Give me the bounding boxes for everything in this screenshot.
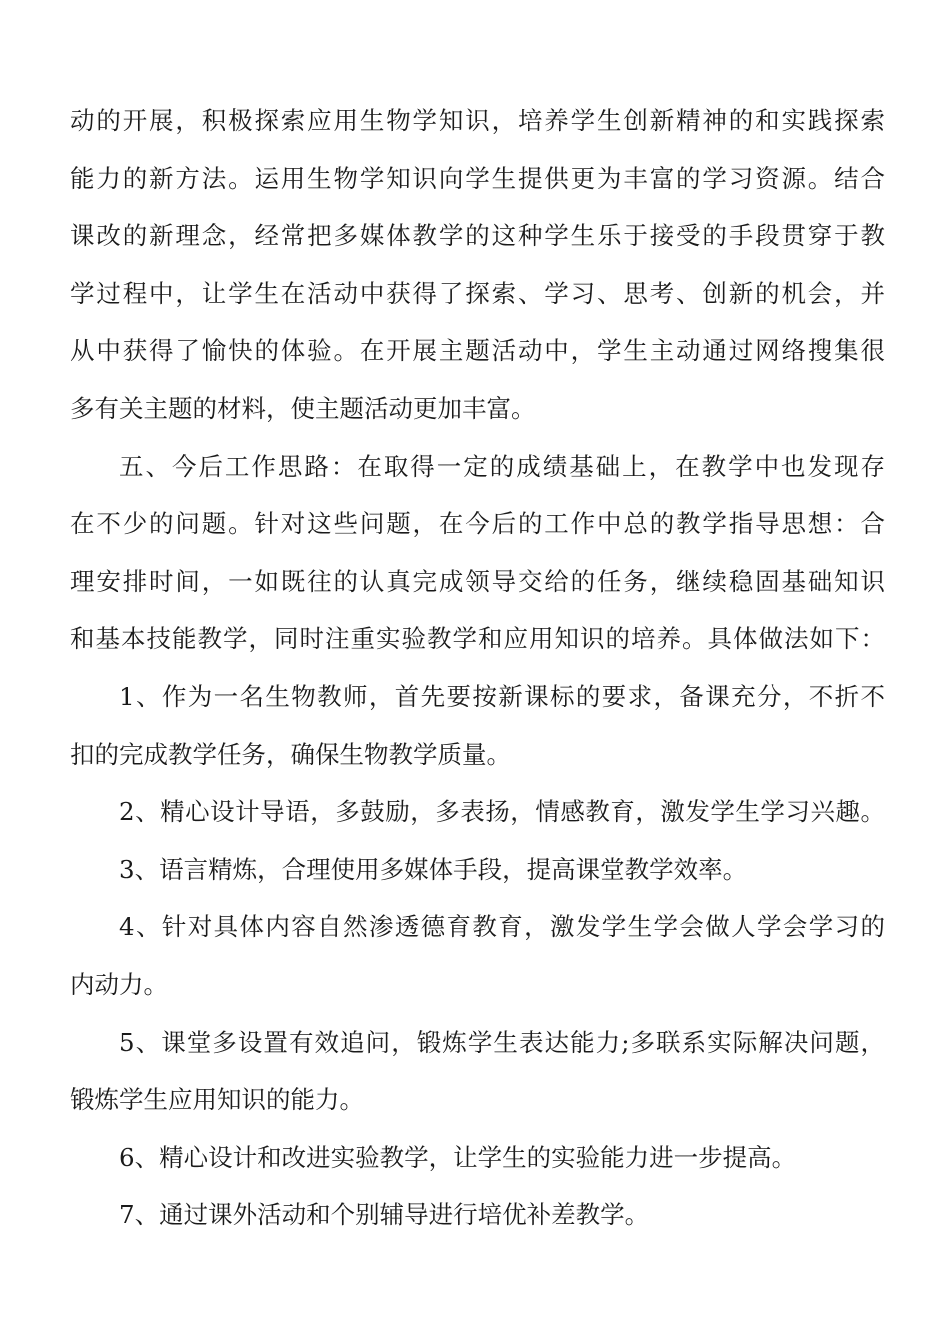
text-line: 课改的新理念，经常把多媒体教学的这种学生乐于接受的手段贯穿于教 [70,221,885,251]
text-line: 多有关主题的材料，使主题活动更加丰富。 [70,393,536,423]
section-heading-line: 五、今后工作思路：在取得一定的成绩基础上，在教学中也发现存 [119,451,885,481]
text-line: 动的开展，积极探索应用生物学知识，培养学生创新精神的和实践探索 [70,106,885,135]
list-item-line: 2、精心设计导语，多鼓励，多表扬，情感教育，激发学生学习兴趣。 [119,797,885,827]
text-line: 内动力。 [70,969,168,999]
document-body [70,92,885,1244]
text-line: 扣的完成教学任务，确保生物教学质量。 [70,739,511,769]
list-item-line: 7、通过课外活动和个别辅导进行培优补差教学。 [119,1200,650,1230]
list-item-line: 1、作为一名生物教师，首先要按新课标的要求，备课充分，不折不 [119,681,885,711]
text-line: 锻炼学生应用知识的能力。 [70,1085,364,1115]
text-line: 从中获得了愉快的体验。在开展主题活动中，学生主动通过网络搜集很 [70,336,885,366]
list-item-line: 6、精心设计和改进实验教学，让学生的实验能力进一步提高。 [119,1142,797,1172]
list-item-line: 4、针对具体内容自然渗透德育教育，激发学生学会做人学会学习的 [119,912,885,942]
text-line: 和基本技能教学，同时注重实验教学和应用知识的培养。具体做法如下： [70,624,885,654]
text-line: 理安排时间，一如既往的认真完成领导交给的任务，继续稳固基础知识 [70,566,885,596]
list-item-line: 3、语言精炼，合理使用多媒体手段，提高课堂教学效率。 [119,854,748,884]
text-line: 能力的新方法。运用生物学知识向学生提供更为丰富的学习资源。结合 [70,163,885,193]
list-item-line: 5、课堂多设置有效追问，锻炼学生表达能力;多联系实际解决问题， [119,1027,885,1057]
text-line: 学过程中，让学生在活动中获得了探索、学习、思考、创新的机会，并 [70,278,885,308]
text-line: 在不少的问题。针对这些问题，在今后的工作中总的教学指导思想：合 [70,509,885,539]
